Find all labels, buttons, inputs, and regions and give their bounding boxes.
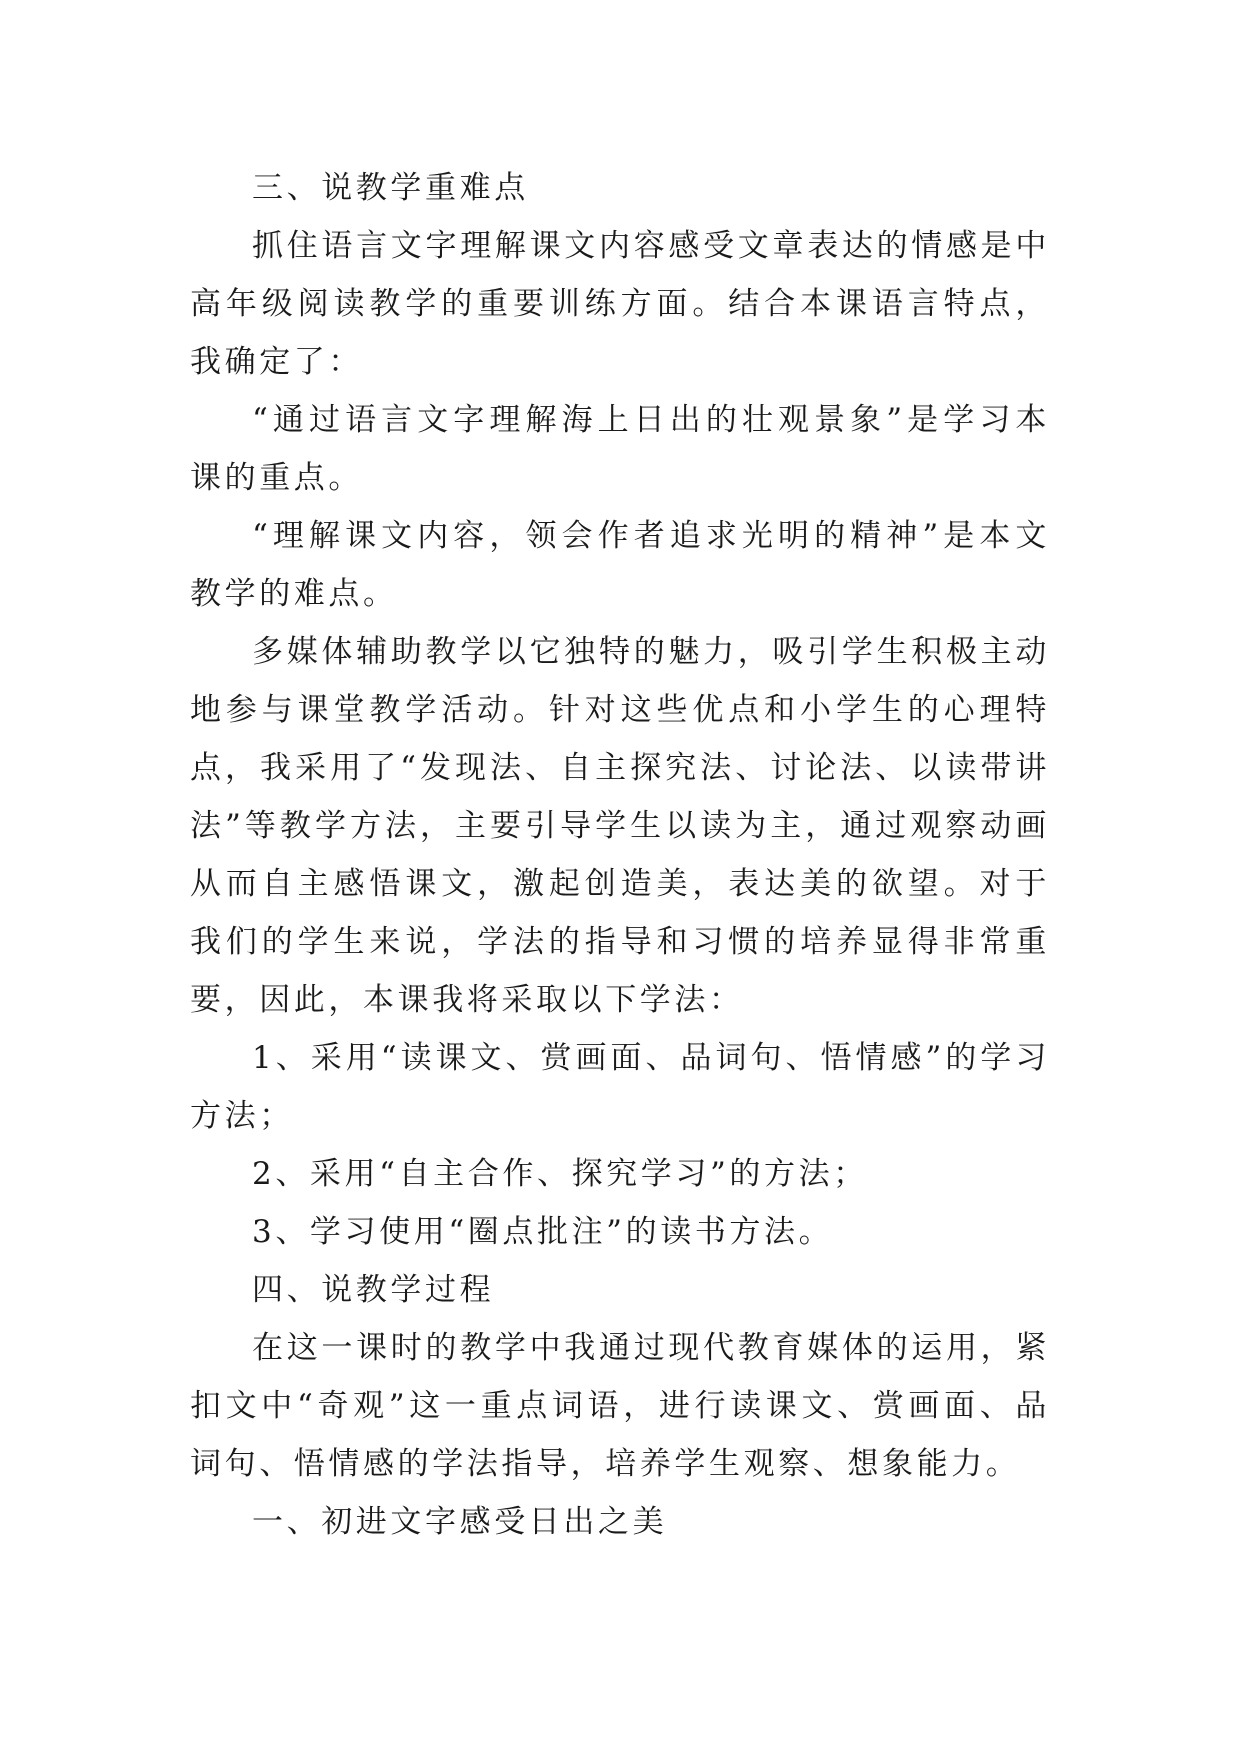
- document-body: [190, 159, 1050, 1551]
- list-item-method-2: 2、采用“自主合作、探究学习”的方法；: [252, 1156, 868, 1192]
- paragraph-process-intro: 在这一课时的教学中我通过现代教育媒体的运用，紧扣文中“奇观”这一重点词语，进行读课文、赏画面、品词句、悟情感的学法指导，培养学生观察、想象能力。: [190, 1330, 1050, 1482]
- list-item-method-1: 1、采用“读课文、赏画面、品词句、悟情感”的学习方法；: [190, 1040, 1050, 1134]
- paragraph-key-point: “通过语言文字理解海上日出的壮观景象”是学习本课的重点。: [190, 402, 1050, 496]
- paragraph-teaching-methods: 多媒体辅助教学以它独特的魅力，吸引学生积极主动地参与课堂教学活动。针对这些优点和小学生的心理特点，我采用了“发现法、自主探究法、讨论法、以读带讲法”等教学方法，主要引导学生以读为主，通过观察动画从而自主感悟课文，激起创造美，表达美的欲望。对于我们的学生来说，学法的指导和习惯的培养显得非常重要，因此，本课我将采取以下学法：: [190, 634, 1050, 1018]
- paragraph-difficult-point: “理解课文内容，领会作者追求光明的精神”是本文教学的难点。: [190, 518, 1050, 612]
- paragraph-key-points-intro: 抓住语言文字理解课文内容感受文章表达的情感是中高年级阅读教学的重要训练方面。结合本课语言特点，我确定了：: [190, 228, 1050, 380]
- heading-step-one: 一、初进文字感受日出之美: [252, 1504, 668, 1540]
- list-item-method-3: 3、学习使用“圈点批注”的读书方法。: [252, 1214, 834, 1250]
- heading-teaching-process: 四、说教学过程: [252, 1272, 495, 1308]
- heading-teaching-key-points: 三、说教学重难点: [252, 170, 529, 206]
